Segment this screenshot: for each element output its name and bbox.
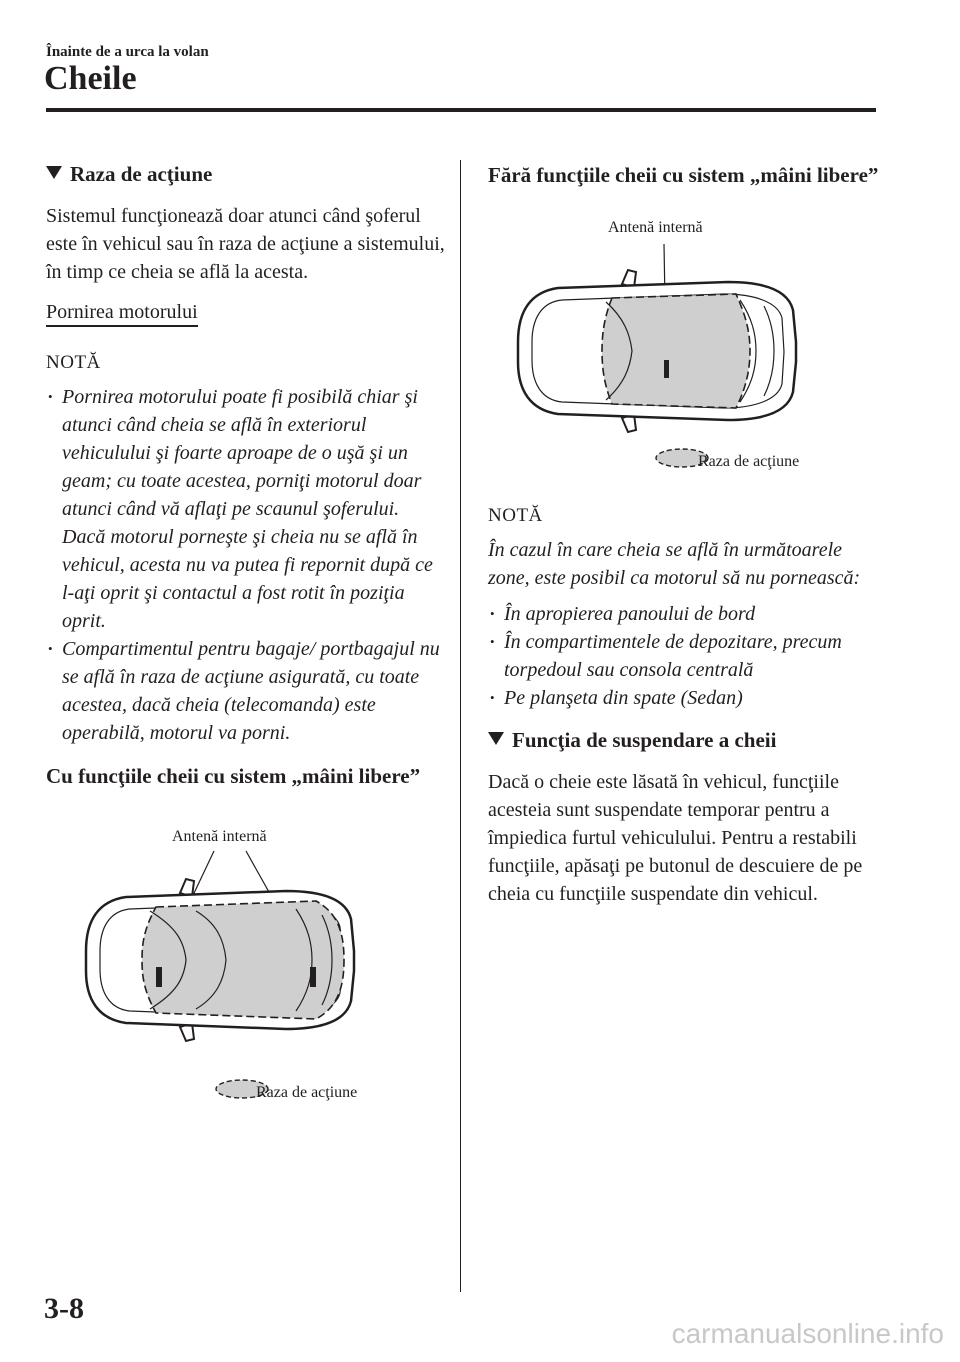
range-label: Raza de acţiune — [256, 1084, 358, 1101]
watermark: carmanualsonline.info — [671, 1318, 944, 1349]
triangle-marker-icon — [46, 166, 62, 179]
triangle-marker-icon — [488, 732, 504, 745]
section-title: Înainte de a urca la volan — [46, 44, 209, 60]
note-item: • În compartimentele de depozitare, precum torpedoul sau consola centrală — [488, 628, 888, 684]
section-heading-suspend — [488, 726, 888, 754]
note-item: • Pe planşeta din spate (Sedan) — [488, 684, 888, 712]
heading-text: Raza de acţiune — [70, 162, 213, 186]
note-item: • În apropierea panoului de bord — [488, 600, 888, 628]
left-column — [46, 160, 446, 1121]
header-divider — [46, 108, 876, 112]
note-list — [46, 383, 446, 747]
heading-text: Funcţia de suspendare a cheii — [512, 728, 777, 752]
intro-paragraph: Sistemul funcţionează doar atunci când şoferul este în vehicul sau în raza de acţiune a sistemului, în timp ce cheia se află la acesta. — [46, 205, 445, 283]
car-diagram-no-hands-free — [488, 200, 888, 490]
note-title: NOTĂ — [46, 352, 101, 373]
right-column — [488, 160, 888, 920]
note-item: • Pornirea motorului poate fi posibilă chiar şi atunci când cheia se află în exteriorul vehiculului şi foarte aproape de o uşă şi un geam; cu toate acestea, porniţi motorul doar atunci când vă aflaţi pe scaunul şoferului. Dacă motorul porneşte şi cheia nu se află în vehicul, acesta nu va putea fi repornit după ce l-aţi oprit şi contactul a fost rotit în poziţia oprit. — [46, 383, 446, 635]
note-text: În cazul în care cheia se află în următoarele zone, este posibil ca motorul să nu pornească: — [488, 539, 861, 589]
car-top-view-illustration — [488, 200, 888, 490]
antenna-label: Antenă internă — [608, 219, 703, 236]
subheading-engine-start: Pornirea motorului — [46, 299, 198, 327]
page-number: 3-8 — [44, 1292, 84, 1325]
note-list — [488, 600, 888, 712]
antenna-label: Antenă internă — [172, 828, 267, 845]
hands-free-heading: Cu funcţiile cheii cu sistem „mâini libere” — [46, 764, 421, 788]
suspend-paragraph: Dacă o cheie este lăsată în vehicul, funcţiile acesteia sunt suspendate temporar pentru a împiedica furtul vehiculului. Pentru a restabili funcţiile, apăsaţi pe butonul de descuiere de pe cheia cu funcţiile suspendate din vehicul. — [488, 771, 863, 905]
range-label: Raza de acţiune — [698, 453, 800, 470]
column-divider — [460, 160, 461, 1292]
note-item: • Compartimentul pentru bagaje/ portbagajul nu se află în raza de acţiune asigurată, cu toate acestea, dacă cheia (telecomanda) este operabilă, motorul va porni. — [46, 635, 446, 747]
no-hands-free-heading: Fără funcţiile cheii cu sistem „mâini libere” — [488, 163, 879, 187]
page-title: Cheile — [44, 60, 137, 97]
car-diagram-hands-free — [46, 801, 446, 1121]
section-heading-range — [46, 160, 446, 188]
note-title: NOTĂ — [488, 505, 543, 526]
